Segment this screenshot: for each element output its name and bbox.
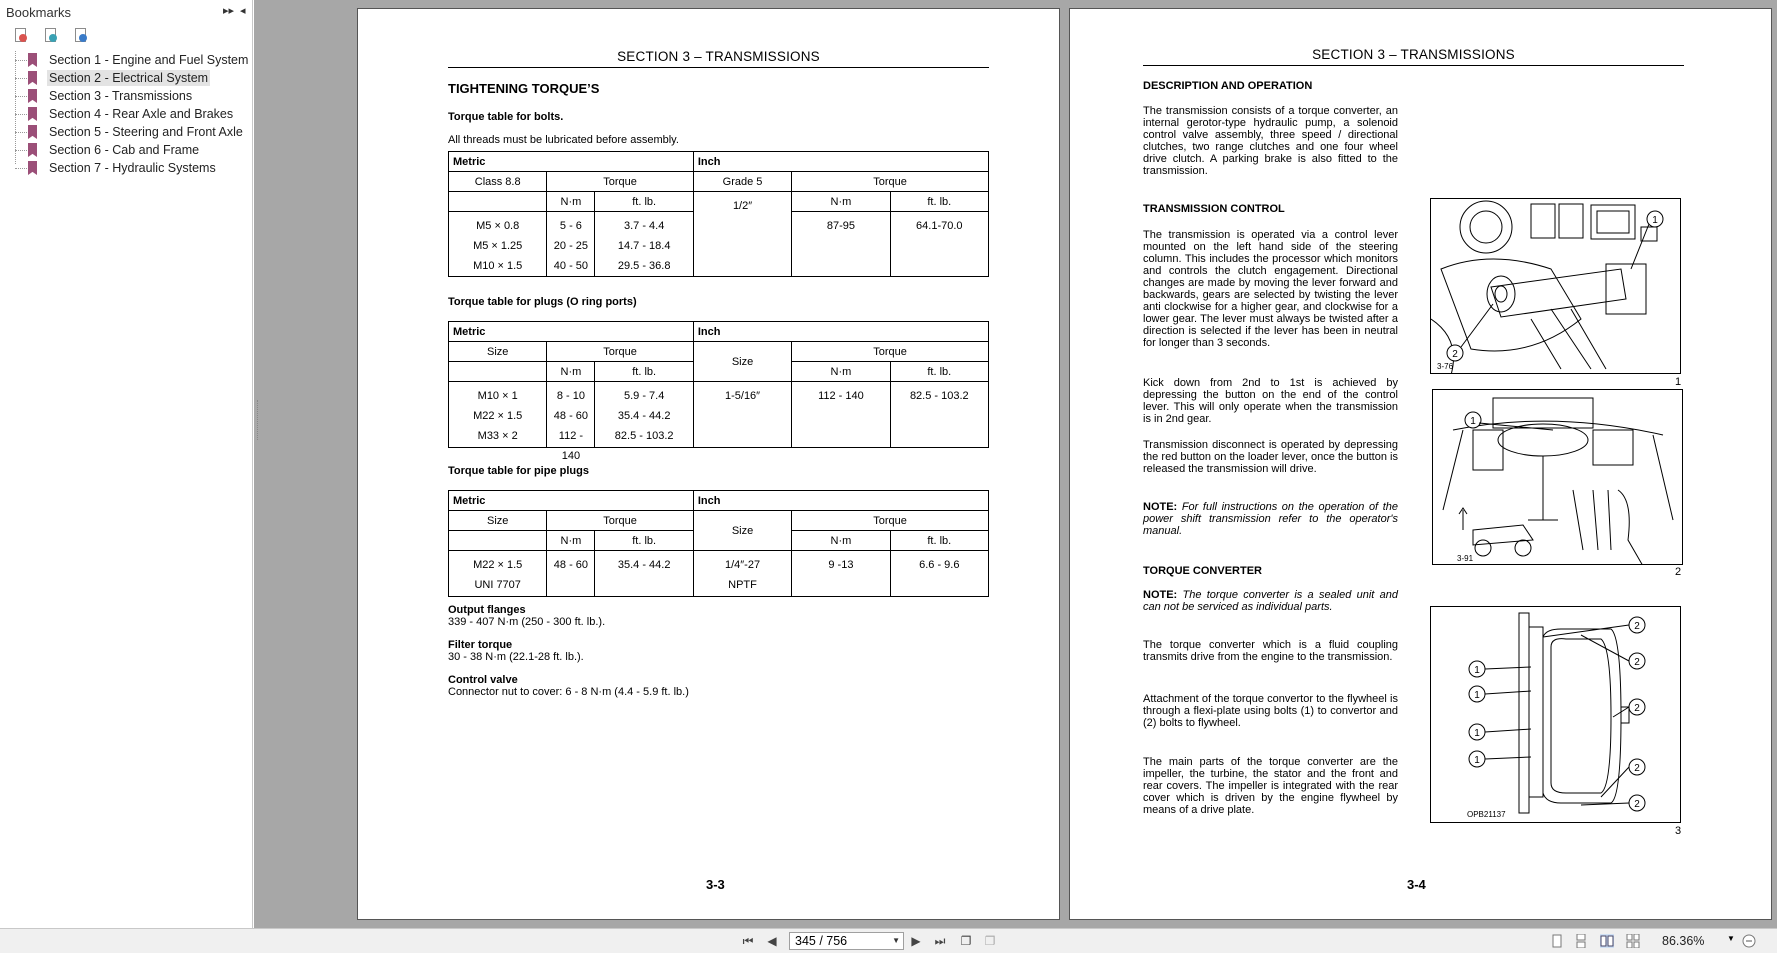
control-valve-title: Control valve [448, 674, 518, 686]
control-valve-text: Connector nut to cover: 6 - 8 N·m (4.4 - 5.9 ft. lb.) [448, 686, 689, 698]
bookmark-item[interactable]: Section 7 - Hydraulic Systems [0, 159, 252, 177]
bookmark-item[interactable]: Section 1 - Engine and Fuel System [0, 51, 252, 69]
facing-view-icon[interactable] [1600, 934, 1614, 948]
bookmark-item[interactable]: Section 3 - Transmissions [0, 87, 252, 105]
filter-torque-text: 30 - 38 N·m (22.1-28 ft. lb.). [448, 651, 584, 663]
bookmark-item[interactable]: Section 5 - Steering and Front Axle [0, 123, 252, 141]
svg-text:1: 1 [1474, 755, 1480, 766]
bookmark-icon [28, 53, 37, 67]
output-flanges-title: Output flanges [448, 604, 526, 616]
figure-control-lever [1430, 198, 1681, 374]
figure-torque-converter [1430, 606, 1681, 823]
kickdown-text: Kick down from 2nd to 1st is achieved by depressing the button on the end of the control lever. This will only operate when the transmission is in 2nd gear. [1143, 377, 1398, 425]
bookmark-icon [28, 89, 37, 103]
bookmark-item[interactable]: Section 6 - Cab and Frame [0, 141, 252, 159]
pipe-table: Metric Inch Size Torque Size Torque N·m ft. lb. N·m ft. lb. M22 × 1.5 UNI 7707 48 - 60 35.4 - 44.2 1/4″-27 NPTF 9 -13 6.6 - 9.6 [448, 490, 989, 597]
svg-text:2: 2 [1634, 799, 1640, 810]
collapse-panel-icon[interactable]: ◂ [240, 5, 246, 17]
figure-number: 3 [1675, 825, 1682, 837]
bookmarks-title: Bookmarks [6, 4, 72, 20]
converter-text-1: The torque converter which is a fluid coupling transmits drive from the engine to the transmission. [1143, 639, 1398, 663]
desc-text: The transmission consists of a torque converter, an internal gerotor-type hydraulic pump, a solenoid control valve assembly, three speed / directional clutches, two range clutches and one four wheel drive clutch. A parking brake is also fitted to the transmission. [1143, 105, 1398, 177]
status-toolbar [0, 928, 1777, 953]
output-flanges-text: 339 - 407 N·m (250 - 300 ft. lb.). [448, 616, 606, 628]
cab-controls-illustration [1433, 390, 1683, 565]
chevron-down-icon[interactable]: ▼ [892, 936, 900, 945]
svg-text:OPB21137: OPB21137 [1467, 810, 1506, 819]
last-page-icon[interactable]: ⏭ [934, 934, 946, 948]
first-page-icon[interactable]: ⏮ [742, 934, 754, 948]
bookmark-item[interactable]: Section 4 - Rear Axle and Brakes [0, 105, 252, 123]
pipe-heading: Torque table for pipe plugs [448, 465, 589, 477]
note-operation: NOTE: For full instructions on the operation of the power shift transmission refer to the operator's manual. [1143, 501, 1398, 537]
expand-bookmark-icon[interactable] [43, 28, 59, 44]
note-sealed: NOTE: The torque converter is a sealed unit and can not be serviced as individual parts. [1143, 589, 1398, 613]
control-text: The transmission is operated via a control lever mounted on the left hand side of the steering column. This includes the processor which monitors and controls the clutch engagement. Directional changes are made by moving the lever forward and backwards, gears are selected by twisting the lever anti clockwise for a higher gear, and clockwise for a lower gear. The lever must always be twisted after a direction is selected if the lever has been in neutral for longer than 3 seconds. [1143, 229, 1398, 349]
svg-text:1: 1 [1652, 215, 1658, 226]
control-lever-illustration [1431, 199, 1681, 374]
header-rule [1143, 65, 1684, 66]
single-page-view-icon[interactable] [1550, 934, 1564, 948]
continuous-facing-view-icon[interactable] [1626, 934, 1640, 948]
previous-page-icon[interactable]: ◀ [767, 934, 777, 948]
zoom-dropdown-icon[interactable]: ▼ [1727, 934, 1735, 943]
expand-panel-icon[interactable]: ▸▸ [223, 5, 235, 17]
page-3-3 [357, 8, 1060, 920]
bookmarks-toolbar [0, 24, 252, 48]
bookmarks-panel [0, 0, 253, 928]
page-number-input[interactable]: 345 / 756 ▼ [789, 932, 904, 950]
svg-text:2: 2 [1634, 657, 1640, 668]
figure-cab-controls [1432, 389, 1683, 565]
bookmark-options-icon[interactable] [13, 28, 29, 44]
bolts-table: Metric Inch Class 8.8 Torque Grade 5 Torque N·m ft. lb. 1/2″ N·m ft. lb. M5 × 0.8 M5 × 1.25 M10 × 1.5 5 - 6 20 - 25 40 - 50 3.7 - 4.4 14.7 - 18.4 29.5 - 36.8 87-95 64.1-70.0 [448, 151, 989, 277]
zoom-out-icon[interactable] [1742, 934, 1756, 948]
svg-text:1: 1 [1474, 690, 1480, 701]
continuous-view-icon[interactable] [1574, 934, 1588, 948]
svg-text:3-76: 3-76 [1437, 362, 1454, 371]
control-title: TRANSMISSION CONTROL [1143, 203, 1285, 215]
bookmark-icon [28, 71, 37, 85]
svg-text:1: 1 [1474, 728, 1480, 739]
next-view-icon[interactable]: ❐ [984, 934, 996, 948]
bolts-note: All threads must be lubricated before assembly. [448, 134, 679, 146]
bookmark-item[interactable]: Section 2 - Electrical System [0, 69, 252, 87]
section-header: SECTION 3 – TRANSMISSIONS [1312, 47, 1515, 62]
converter-text-2: Attachment of the torque convertor to the flywheel is through a flexi-plate using bolts (1) to convertor and (2) bolts to flywheel. [1143, 693, 1398, 729]
svg-text:2: 2 [1634, 703, 1640, 714]
page-title: TIGHTENING TORQUE’S [448, 81, 600, 96]
bookmark-icon [28, 107, 37, 121]
next-page-icon[interactable]: ▶ [911, 934, 921, 948]
converter-text-3: The main parts of the torque converter are the impeller, the turbine, the stator and the front and rear covers. The impeller is integrated with the rear cover which is driven by the engine flywheel by means of a drive plate. [1143, 756, 1398, 816]
figure-number: 2 [1675, 566, 1682, 578]
svg-text:1: 1 [1474, 665, 1480, 676]
filter-torque-title: Filter torque [448, 639, 513, 651]
zoom-level[interactable]: 86.36% [1662, 934, 1705, 948]
page-number: 3-3 [706, 877, 725, 892]
plugs-heading: Torque table for plugs (O ring ports) [448, 296, 637, 308]
bookmark-tree [0, 48, 252, 177]
desc-title: DESCRIPTION AND OPERATION [1143, 80, 1313, 92]
bookmark-icon [28, 161, 37, 175]
bolts-heading: Torque table for bolts. [448, 111, 564, 123]
find-bookmark-icon[interactable] [73, 28, 89, 44]
previous-view-icon[interactable]: ❐ [960, 934, 972, 948]
section-header: SECTION 3 – TRANSMISSIONS [617, 49, 820, 64]
svg-text:3-91: 3-91 [1457, 554, 1474, 563]
panel-splitter[interactable] [257, 400, 259, 440]
bookmark-icon [28, 143, 37, 157]
svg-text:2: 2 [1452, 349, 1458, 360]
document-viewer[interactable] [254, 0, 1777, 928]
page-3-4 [1069, 8, 1772, 920]
bookmark-icon [28, 125, 37, 139]
figure-number: 1 [1675, 376, 1682, 388]
svg-text:2: 2 [1634, 621, 1640, 632]
plugs-table: Metric Inch Size Torque Size Torque N·m ft. lb. N·m ft. lb. M10 × 1 M22 × 1.5 M33 × 2 8 - 10 48 - 60 112 - 140 5.9 - 7.4 35.4 - 44.2 82.5 - 103.2 1-5/16″ 112 - 140 82.5 - 103.2 [448, 321, 989, 448]
svg-text:2: 2 [1634, 763, 1640, 774]
svg-text:1: 1 [1470, 416, 1476, 427]
page-number: 3-4 [1407, 877, 1426, 892]
header-rule [448, 67, 989, 68]
disconnect-text: Transmission disconnect is operated by depressing the red button on the loader lever, once the button is released the transmission will drive. [1143, 439, 1398, 475]
torque-converter-illustration [1431, 607, 1681, 823]
bookmarks-header [0, 0, 252, 24]
converter-title: TORQUE CONVERTER [1143, 565, 1262, 577]
